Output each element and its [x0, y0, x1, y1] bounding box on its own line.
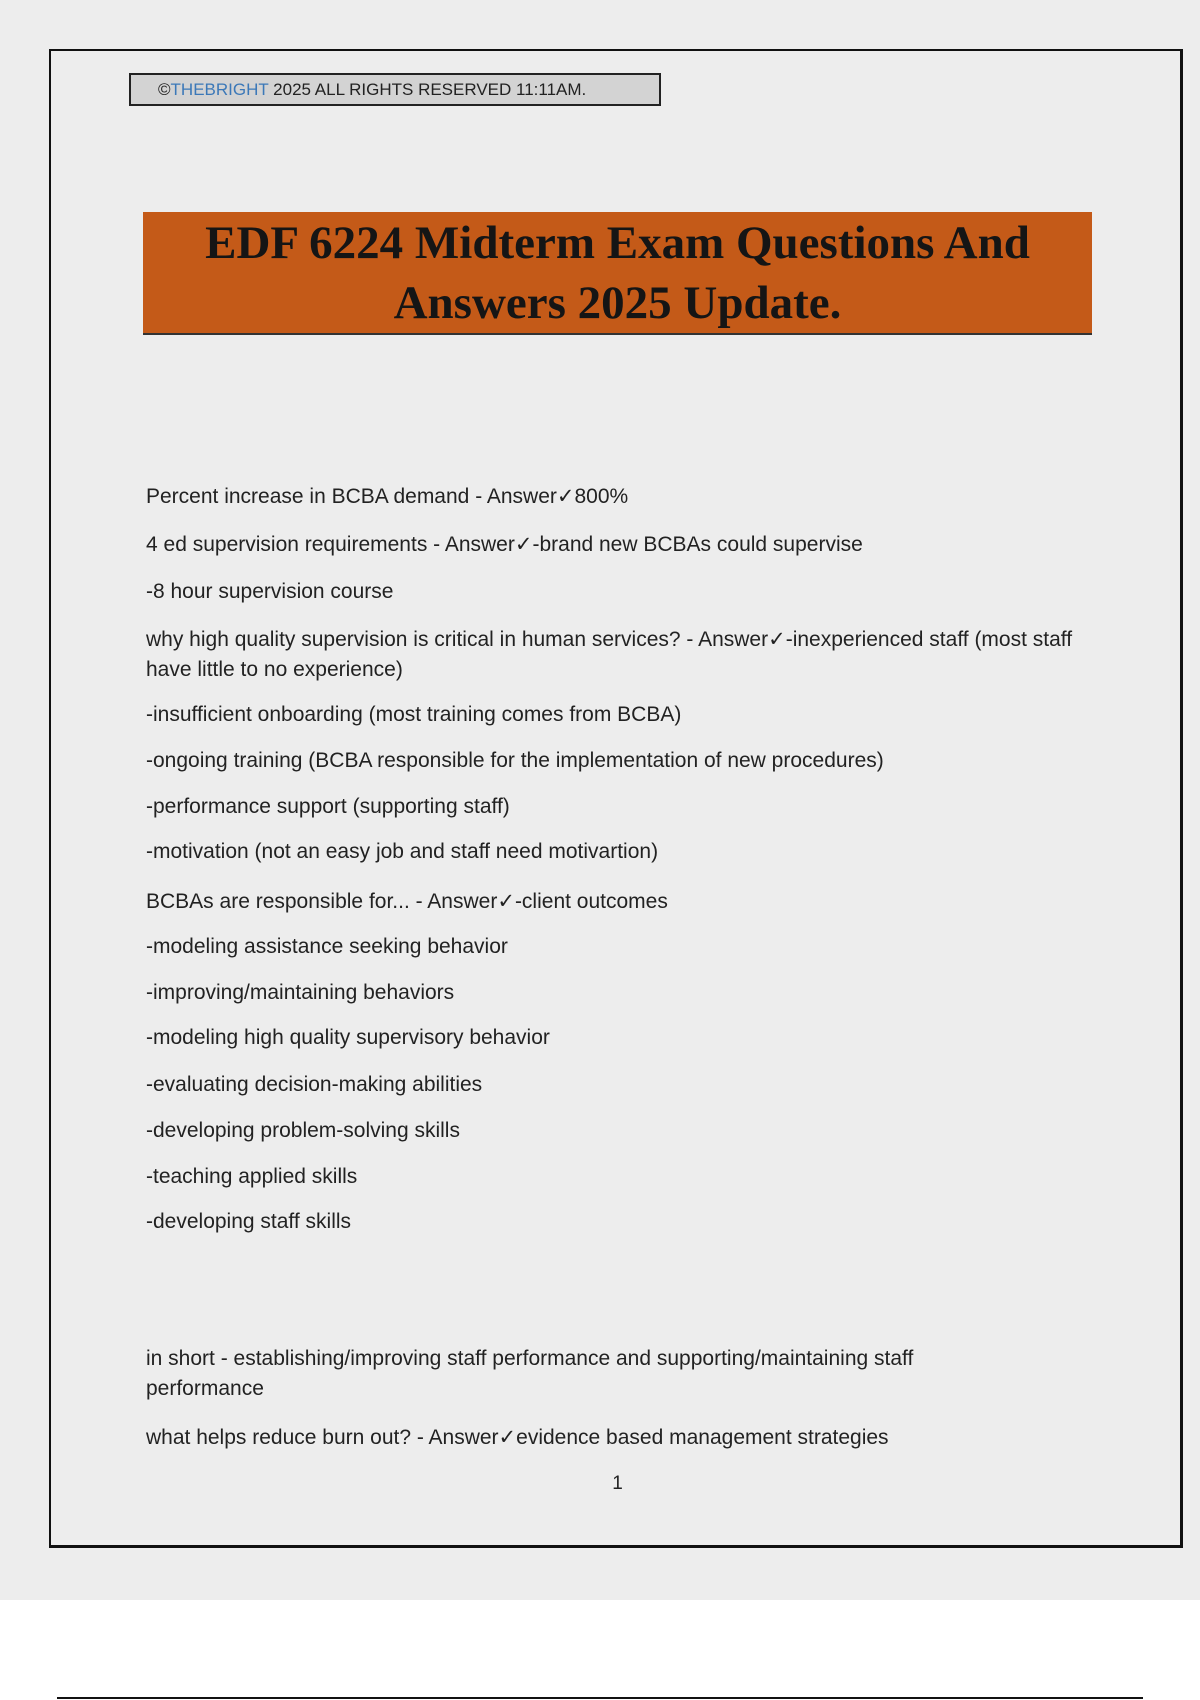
question-text: BCBAs are responsible for... [146, 890, 410, 913]
list-item: -8 hour supervision course [146, 580, 394, 603]
answer-text: -client outcomes [514, 890, 668, 913]
list-item: -developing staff skills [146, 1210, 352, 1233]
answer-label: - Answer [411, 1426, 499, 1449]
check-mark-icon: ✓ [498, 1426, 517, 1449]
list-item: -performance support (supporting staff) [146, 795, 510, 818]
question-text: what helps reduce burn out? [146, 1426, 412, 1449]
list-item: -ongoing training (BCBA responsible for the implementation of new procedures) [146, 749, 884, 772]
qa-line [146, 1423, 1096, 1453]
page-title [168, 213, 1068, 333]
page-number: 1 [612, 1473, 623, 1494]
brand-name: THEBRIGHT [170, 80, 269, 99]
check-mark-icon: ✓ [768, 628, 786, 651]
answer-label: - Answer [469, 485, 557, 508]
qa-line [146, 625, 1096, 685]
list-item: -insufficient onboarding (most training comes from BCBA) [146, 703, 682, 726]
summary-line: in short - establishing/improving staff performance and supporting/maintaining staff performance [146, 1347, 914, 1400]
question-text: 4 ed supervision requirements [146, 533, 428, 556]
question-text: why high quality supervision is critical in human services? [146, 628, 681, 651]
rights-text: 2025 ALL RIGHTS RESERVED 11:11AM. [268, 80, 587, 99]
answer-text: evidence based management strategies [516, 1426, 889, 1449]
question-text: Percent increase in BCBA demand [146, 485, 470, 508]
qa-line [146, 887, 1096, 917]
qa-line [146, 530, 1096, 560]
answer-text: 800% [574, 485, 629, 508]
qa-line [146, 482, 1096, 512]
answer-label: - Answer [409, 890, 498, 913]
list-item: -modeling high quality supervisory behavior [146, 1026, 550, 1049]
list-item: -motivation (not an easy job and staff need motivartion) [146, 840, 659, 863]
list-item: -evaluating decision-making abilities [146, 1073, 483, 1096]
answer-text: -brand new BCBAs could supervise [532, 533, 863, 556]
list-item: -developing problem-solving skills [146, 1119, 460, 1142]
list-item: -teaching applied skills [146, 1165, 358, 1188]
check-mark-icon: ✓ [514, 533, 533, 556]
copyright-header [129, 73, 661, 106]
list-item: -modeling assistance seeking behavior [146, 935, 508, 958]
title-banner [143, 212, 1092, 335]
answer-text: -inexperienced staff (most staff have little to no experience) [146, 628, 1073, 681]
copyright-symbol: © [158, 80, 171, 99]
answer-label: - Answer [427, 533, 515, 556]
title-line-1: EDF 6224 Midterm Exam Questions And [205, 216, 1030, 269]
list-item: -improving/maintaining behaviors [146, 981, 455, 1004]
check-mark-icon: ✓ [556, 485, 575, 508]
next-page-divider [57, 1697, 1143, 1699]
check-mark-icon: ✓ [497, 890, 515, 913]
title-line-2: Answers 2025 Update. [393, 276, 842, 329]
answer-label: - Answer [680, 628, 769, 651]
